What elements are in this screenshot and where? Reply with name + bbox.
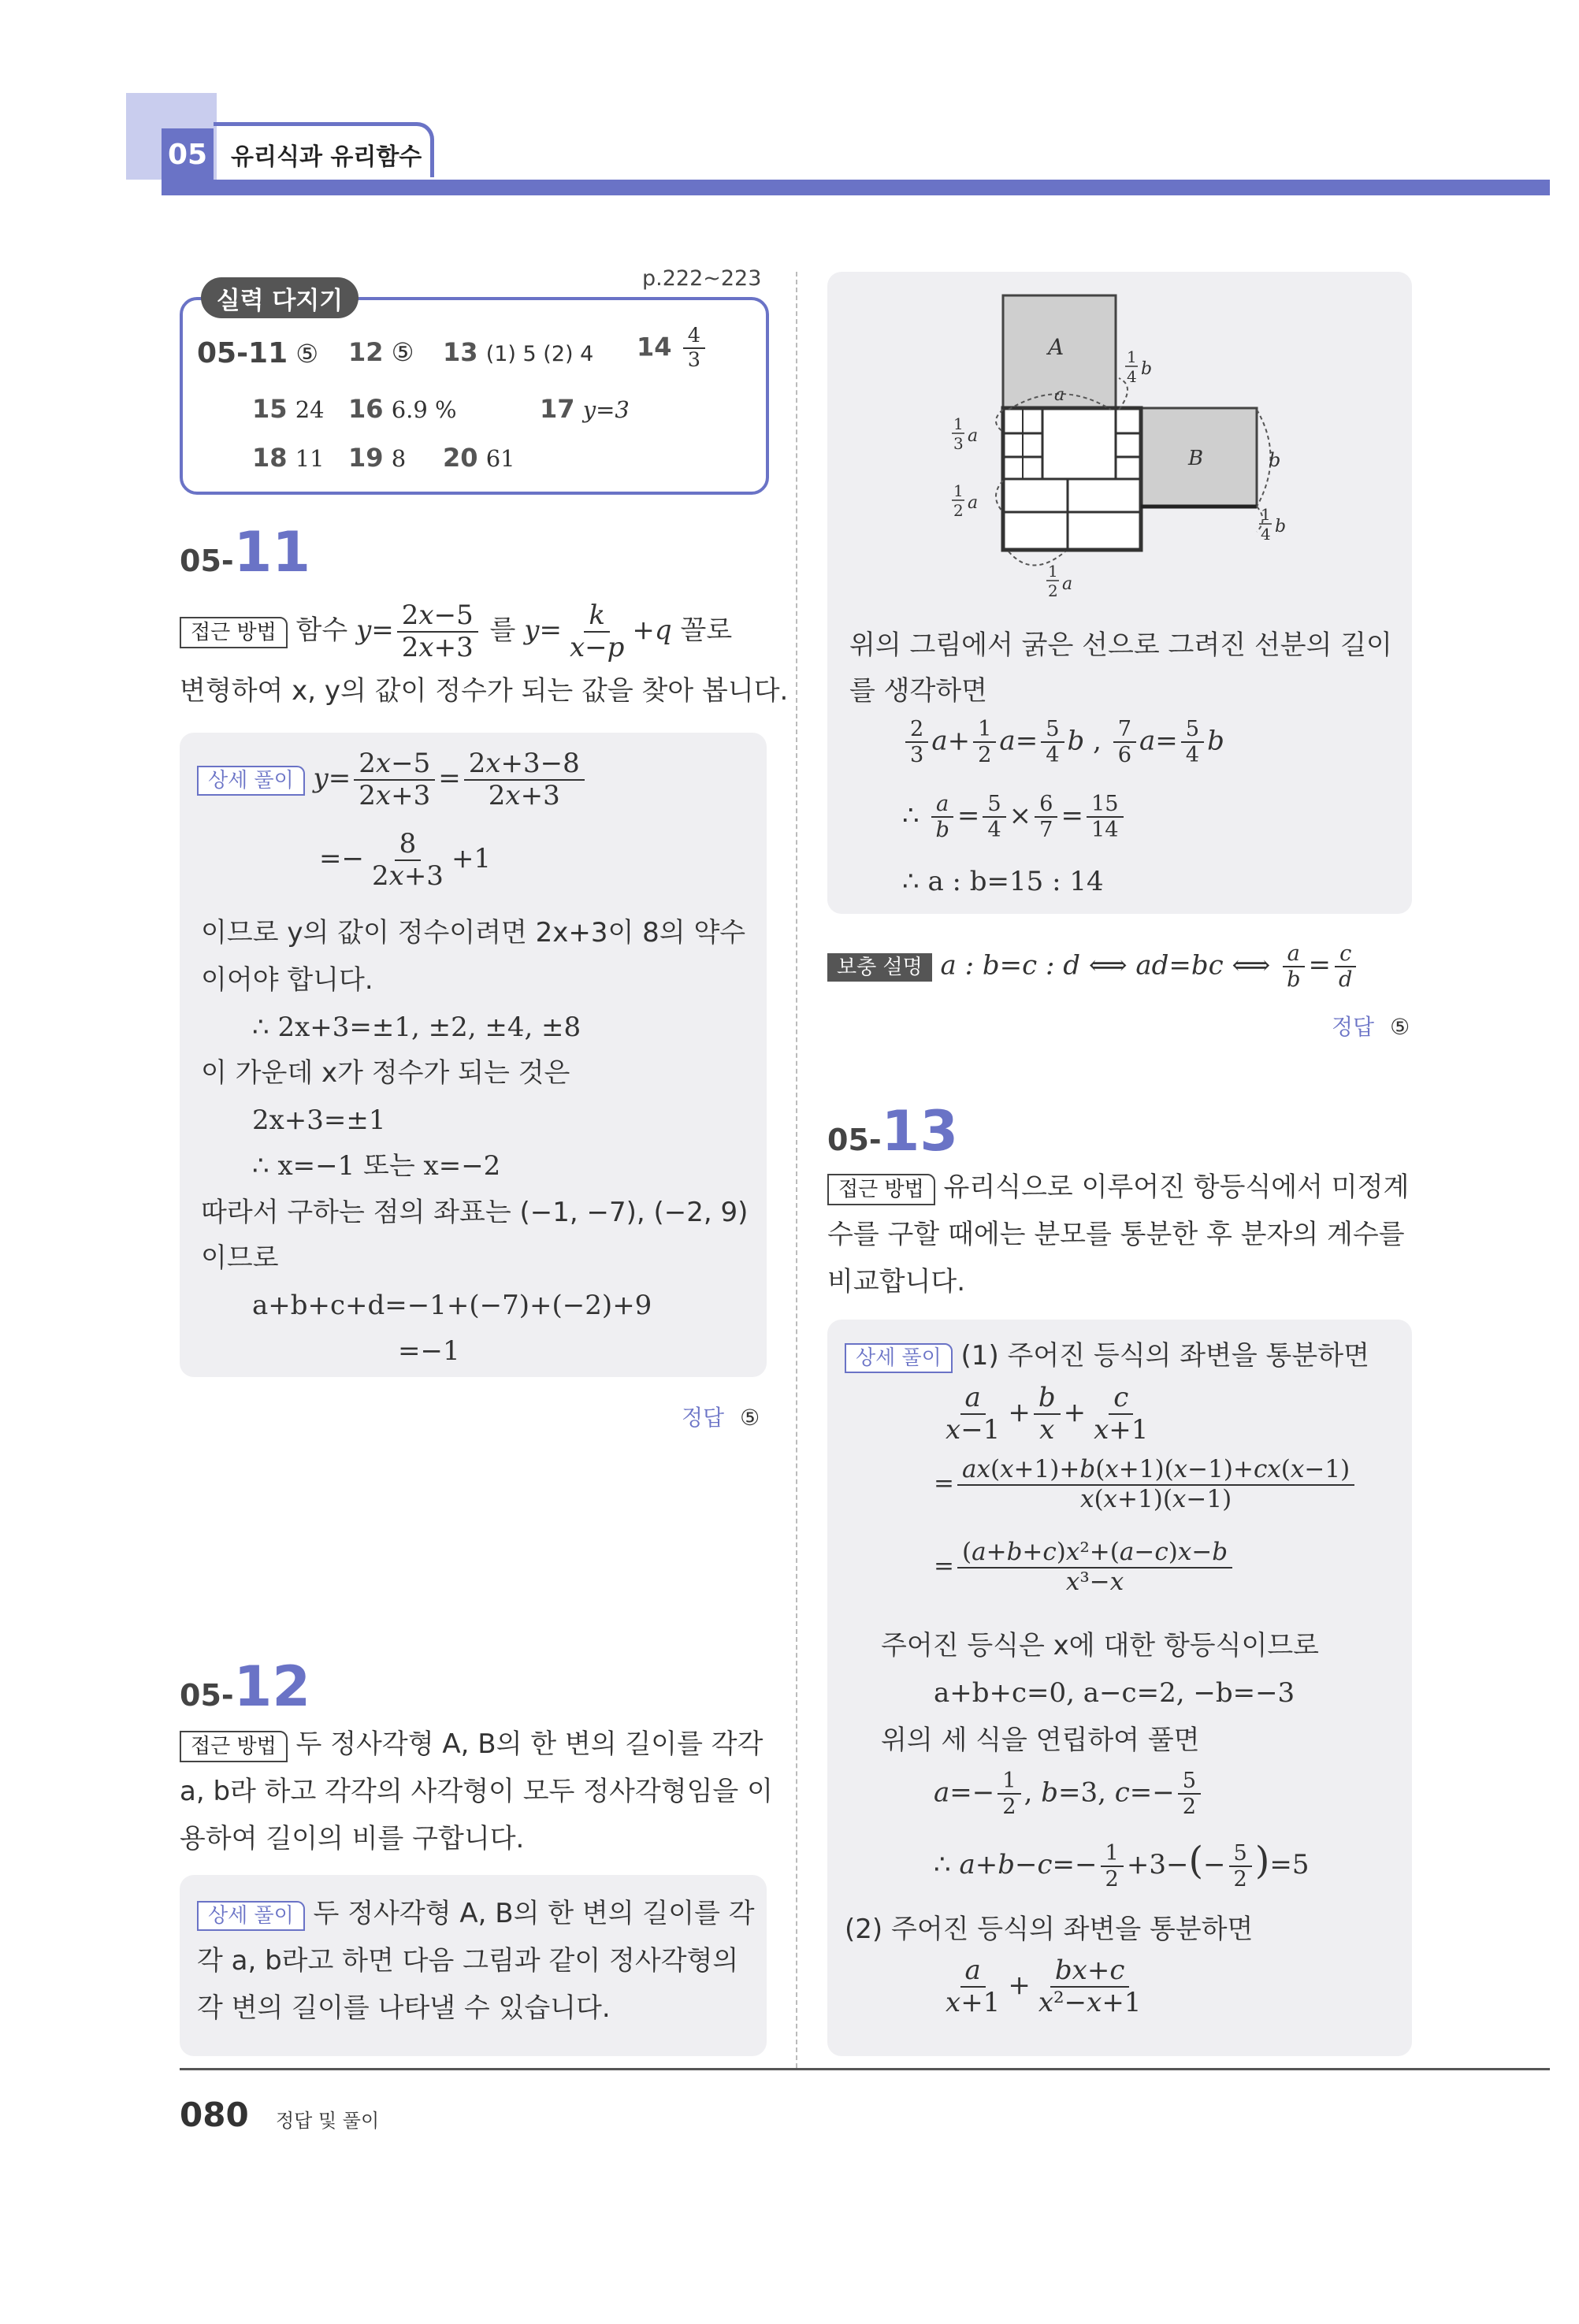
answer-item: 15 24 (252, 394, 325, 424)
p11-text: =−1 (398, 1335, 460, 1367)
label-a-half: 2 (953, 501, 964, 520)
p11-approach-line2: 변형하여 x, y의 값이 정수가 되는 값을 찾아 봅니다. (180, 675, 789, 707)
approach-tag: 접근 방법 (180, 617, 288, 648)
p12-reason-line1: 위의 그림에서 굵은 선으로 그려진 선분의 길이 (849, 629, 1392, 661)
label-a: a (1054, 385, 1065, 405)
p13-eq2: = $\frac{ax(x+1)+b(x+1)(x-1)+cx(x-1)}{x(x+1)(x-1)}$ (934, 1456, 1358, 1513)
p13-eq6: $\frac{a}{x+1}$ + $\frac{bx+c}{\text{x²−x+1}}$ (946, 1955, 1142, 2019)
p13-eq5: ∴ a+b−c=− $\frac{1}{2}$ +3−(− $\frac{5}{2}$ )=5 (934, 1840, 1310, 1891)
detail-tag: 상세 풀이 (197, 1901, 305, 1931)
p11-text: 이므로 y의 값이 정수이려면 2x+3이 8의 약수 (201, 917, 746, 949)
problem-12-heading: 05-12 (180, 1654, 311, 1719)
label-a-third: 1 (953, 414, 964, 433)
label-a-half-bottom: a (1062, 574, 1073, 594)
p13-eq3: = $\frac{\text{(a+b+c)x²+(a−c)x−b}}{\text{x³−x}}$ (934, 1539, 1235, 1596)
label-b: b (1269, 449, 1281, 471)
p11-text: ∴ x=−1 또는 x=−2 (252, 1150, 501, 1182)
label-a-half: 1 (953, 481, 964, 500)
label-b-quarter: 4 (1127, 367, 1137, 386)
label-b-quarter: 1 (1127, 347, 1137, 366)
p12-detail-line1: 상세 풀이 두 정사각형 A, B의 한 변의 길이를 각 (197, 1891, 755, 1936)
p13-detail-line5: (2) 주어진 등식의 좌변을 통분하면 (845, 1914, 1254, 1945)
answer-page-range: p.222~223 (642, 266, 762, 291)
answer-item: 18 11 (252, 443, 325, 473)
detail-tag: 상세 풀이 (197, 766, 305, 796)
problem-11-heading: 05-11 (180, 520, 311, 585)
answer-item: 12 ⑤ (348, 337, 414, 367)
label-b-quarter-bottom: b (1275, 517, 1287, 536)
p13-approach: 접근 방법 유리식으로 이루어진 항등식에서 미정계 (827, 1164, 1409, 1210)
label-B: B (1188, 447, 1204, 470)
answer-item: 19 8 (348, 443, 407, 473)
p11-text: 2x+3=±1 (252, 1104, 386, 1136)
p13-eq1: $\frac{a}{x-1}$ + $\frac{b}{x}$ + $\frac{c}{x+1}$ (946, 1382, 1149, 1446)
p12-approach-line3: 용하여 길이의 비를 구합니다. (180, 1823, 525, 1854)
p11-detail-eq1: 상세 풀이 y= $\frac{2x-5}{2x+3}$ = $\frac{2x+3-8}{2x+3}$ (197, 748, 588, 811)
column-separator (796, 272, 797, 2068)
header-bar (162, 180, 1550, 195)
p12-eq1: $\frac{2}{3}$ a+ $\frac{1}{2}$ a= $\frac{5}{4}$ b , $\frac{7}{6}$ a= $\frac{5}{4}$ b (902, 717, 1224, 768)
label-a-third: a (968, 426, 979, 446)
approach-tag: 접근 방법 (180, 1731, 288, 1762)
p12-detail-line3: 각 변의 길이를 나타낼 수 있습니다. (197, 1992, 611, 2024)
chapter-number: 05 (162, 128, 214, 180)
p12-reason-line2: 를 생각하면 (849, 675, 988, 707)
p12-detail-line2: 각 a, b라고 하면 다음 그림과 같이 정사각형의 (197, 1945, 739, 1977)
p13-detail-line2: 주어진 등식은 x에 대한 항등식이므로 (881, 1630, 1320, 1661)
p12-answer: 정답 ⑤ (1332, 1014, 1410, 1040)
label-A: A (1048, 334, 1064, 360)
footer-label: 정답 및 풀이 (276, 2110, 380, 2132)
answer-item: 20 61 (443, 443, 515, 473)
p12-supplement: 보충 설명 a : b=c : d ⟺ ad=bc ⟺ $\frac{a}{b}$ = $\frac{c}{d}$ (827, 941, 1360, 993)
p13-detail-line1: 상세 풀이 (1) 주어진 등식의 좌변을 통분하면 (845, 1333, 1369, 1379)
p13-detail-line4: 위의 세 식을 연립하여 풀면 (881, 1724, 1200, 1756)
p12-ratio: ∴ a : b=15 : 14 (902, 866, 1104, 897)
detail-tag: 상세 풀이 (845, 1343, 953, 1373)
label-a-half-bottom: 1 (1048, 562, 1058, 581)
label-a-third: 3 (953, 434, 964, 453)
p11-detail-eq2: =− $\frac{8}{2x+3}$ +1 (319, 828, 492, 893)
p13-approach-line2: 수를 구할 때에는 분모를 통분한 후 분자의 계수를 (827, 1219, 1405, 1250)
label-a-half: a (968, 493, 979, 513)
p12-approach-line2: a, b라 하고 각각의 사각형이 모두 정사각형임을 이 (180, 1776, 773, 1807)
p11-text: 이어야 합니다. (201, 964, 373, 996)
p11-answer: 정답 ⑤ (682, 1405, 760, 1431)
p12-approach: 접근 방법 두 정사각형 A, B의 한 변의 길이를 각각 (180, 1721, 763, 1767)
page-number: 080 (180, 2096, 249, 2134)
p13-approach-line3: 비교합니다. (827, 1266, 966, 1298)
answer-item: 14 $\frac{4}{3}$ (637, 325, 708, 373)
p11-text: 따라서 구하는 점의 좌표는 (−1, −7), (−2, 9) (201, 1197, 749, 1228)
p13-detail-line3: a+b+c=0, a−c=2, −b=−3 (934, 1677, 1295, 1709)
p11-text: a+b+c+d=−1+(−7)+(−2)+9 (252, 1290, 652, 1321)
label-b-quarter-bottom: 1 (1261, 505, 1271, 524)
footer-line (180, 2068, 1550, 2070)
p11-approach: 접근 방법 함수 y= $\frac{2x-5}{2x+3}$ 를 y= $\frac{k}{x-p}$ +q 꼴로 (180, 600, 732, 663)
approach-tag: 접근 방법 (827, 1174, 935, 1205)
chapter-title: 유리식과 유리함수 (214, 122, 434, 177)
label-a-half-bottom: 2 (1048, 581, 1058, 599)
label-b-quarter-bottom: 4 (1261, 525, 1271, 544)
answer-item: 17 y=3 (540, 394, 630, 424)
p11-text: ∴ 2x+3=±1, ±2, ±4, ±8 (252, 1012, 581, 1043)
p12-eq2: ∴ $\frac{a}{b}$ = $\frac{5}{4}$ × $\frac{6}{7}$ = $\frac{15}{14}$ (902, 792, 1127, 843)
square-tiling-figure (930, 284, 1308, 599)
answer-item: 13 (1) 5 (2) 4 (443, 337, 594, 367)
p11-text: 이 가운데 x가 정수가 되는 것은 (201, 1057, 570, 1089)
supplement-tag: 보충 설명 (827, 953, 932, 982)
answer-summary-label: 실력 다지기 (201, 277, 359, 318)
answer-item: 16 6.9 % (348, 394, 457, 424)
problem-13-heading: 05-13 (827, 1099, 959, 1164)
p11-text: 이므로 (201, 1242, 279, 1274)
p13-eq4: a=− $\frac{1}{2}$ , b=3, c=− $\frac{5}{2}$ (934, 1769, 1204, 1820)
answer-item: 05-11 ⑤ (197, 337, 318, 369)
label-b-quarter: b (1141, 359, 1153, 379)
